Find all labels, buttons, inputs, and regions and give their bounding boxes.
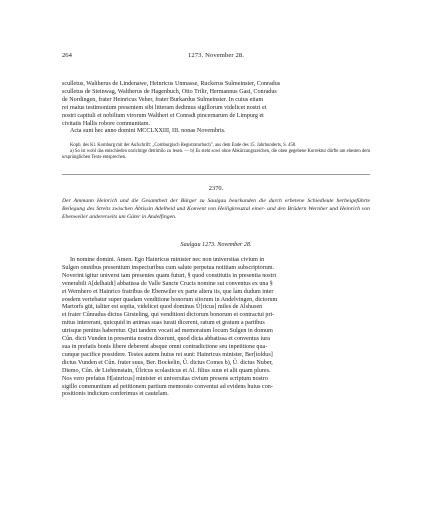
page-header — [62, 52, 370, 61]
source-note: Kopb. des Kl. Komburg mit der Aufschrift: „Comburgisch Registraturbuch", aus dem Ende des 15. Jahrhunderts, S. 458. — [70, 143, 297, 148]
footnote-a: a) So ist wohl das entschieden unrichtige detrimilo zu lesen. — b) Es steht sowi ohne Abkürzungszeichen, die oben gegebene Korrektur dürfte am ehesten dem ursprünglichen Texte entsprechen. — [62, 149, 370, 161]
text-line: sculletus, Waltherus de Lindenawe, Heinricus Unmasse, Ruckerus Sulmeinster, Conradus — [62, 81, 281, 87]
text-line: Sulgen omnibus presentium inspecturibus cum salute perpetua notitiam subscriptorum. — [62, 264, 275, 271]
charter-body — [62, 257, 370, 399]
text-line: sigillo communitum ad petitionem partium memorato conventui ad evidens huius con- — [62, 383, 273, 390]
text-line: Nos vero prefatus H[ainricus] minister et universitas civium presens scriptum nostro — [62, 375, 268, 382]
text-line: venerabili A[delhaidi] abbatissa de Valle Sancte Crucis nomine sui conventus ex una § — [62, 280, 273, 287]
document-number: 2370. — [208, 185, 224, 192]
text-line: In nomine domini. Amen. Ego Hainricus minister nec non universitas civium in — [70, 257, 265, 263]
text-line: et Wernhero et Hainrico fratribus de Ebenwiler ex parte altera iis, que lam dudum inter — [62, 288, 274, 295]
dating-clause: Acta sunt hec anno domini MCCLXXIII, III. nonas Novembris. — [70, 128, 226, 135]
text-line: Martorfs güt, taliter est sopita, videlicet quod dominus Ů[ricus] miles de Alshusen — [62, 304, 263, 311]
text-line: positionis indicium conferimus et cautelam. — [62, 391, 169, 398]
text-line: utrisque penitus haberetur. Qui tandem vocati ad memoratum locum Sulgen in domum — [62, 328, 273, 335]
text-line: civitatis Hallis robore communitam. — [62, 120, 151, 127]
text-line: mitus intererant, quicquid in animas suas iurati dicerent, ratum et gratum a partibus — [62, 320, 265, 327]
text-line: Noverint igitur universi tam presentes quam futuri, § quod constitutis in presentia nostri — [62, 272, 277, 279]
text-line: dictus Vunden et Cůn. frater suus, Ber. Bockelin, Ů. dictus Comes b), Ů. dictus Nuber, — [62, 359, 273, 366]
text-line: eosdem vertebatur super quadam venditione bonorum sitorum in Andelvingen, dictorum — [62, 296, 278, 303]
dateline: Saulgau 1273. November 28. — [180, 242, 252, 248]
notes — [62, 143, 370, 162]
text-line: cunque pacifice possidere. Testes autem huius rei sunt: Hainricus minister, Ber[toldus] — [62, 351, 273, 358]
opening-paragraph — [62, 81, 370, 136]
text-line: Cůn. dicti Vunden in presentia nostra dixerunt, quod dicta abbatissa et conventus iura — [62, 336, 271, 343]
document-summary: Der Ammann Heinrich und die Gesamtheit der Bürger zu Saulgau beurkunden die durch erbetene Schiedleute herbeigeführte Beilegung des Streits zwischen Äbtissin Adelheid und Konvent von Heiligkreuztal einer- und den Brüdern Wernher und Heinrich von Ebenweiler andererseits um Güter in Andelfingen. — [62, 198, 370, 220]
text-line: sua in prefatis bonis libere deberent absque omni contradictione seu inpetitione qua- — [62, 343, 268, 350]
text-line: nostri capituli et nobilium virorum Waltheri et Conradi pincernarum de Limpurg et — [62, 112, 264, 119]
text-line: sculletus de Steinwag, Waltherus de Hagenbuch, Otto Trilir, Hermannus Gast, Conradus — [62, 88, 277, 95]
running-title: 1273. November 28. — [187, 52, 244, 59]
text-line: Diemo, Cůn. de Liehtenstain, Ůlricus scolasticus et Al. filius suus et alii quam plures. — [62, 367, 271, 374]
text-line: de Nordingen, frater Heinricus Veher, frater Burkardus Sulmeinster. In cuius etiam — [62, 96, 264, 103]
divider — [62, 174, 370, 175]
text-line: et frater Cůnradus dictus Girsteling, qui venditioni dictorum bonorum et contractui pri- — [62, 312, 275, 319]
page-number: 264 — [62, 52, 72, 59]
text-line: rei maius testimonium presentem sibi litteram dedimus sigillorum videlicet nostri et — [62, 104, 267, 111]
